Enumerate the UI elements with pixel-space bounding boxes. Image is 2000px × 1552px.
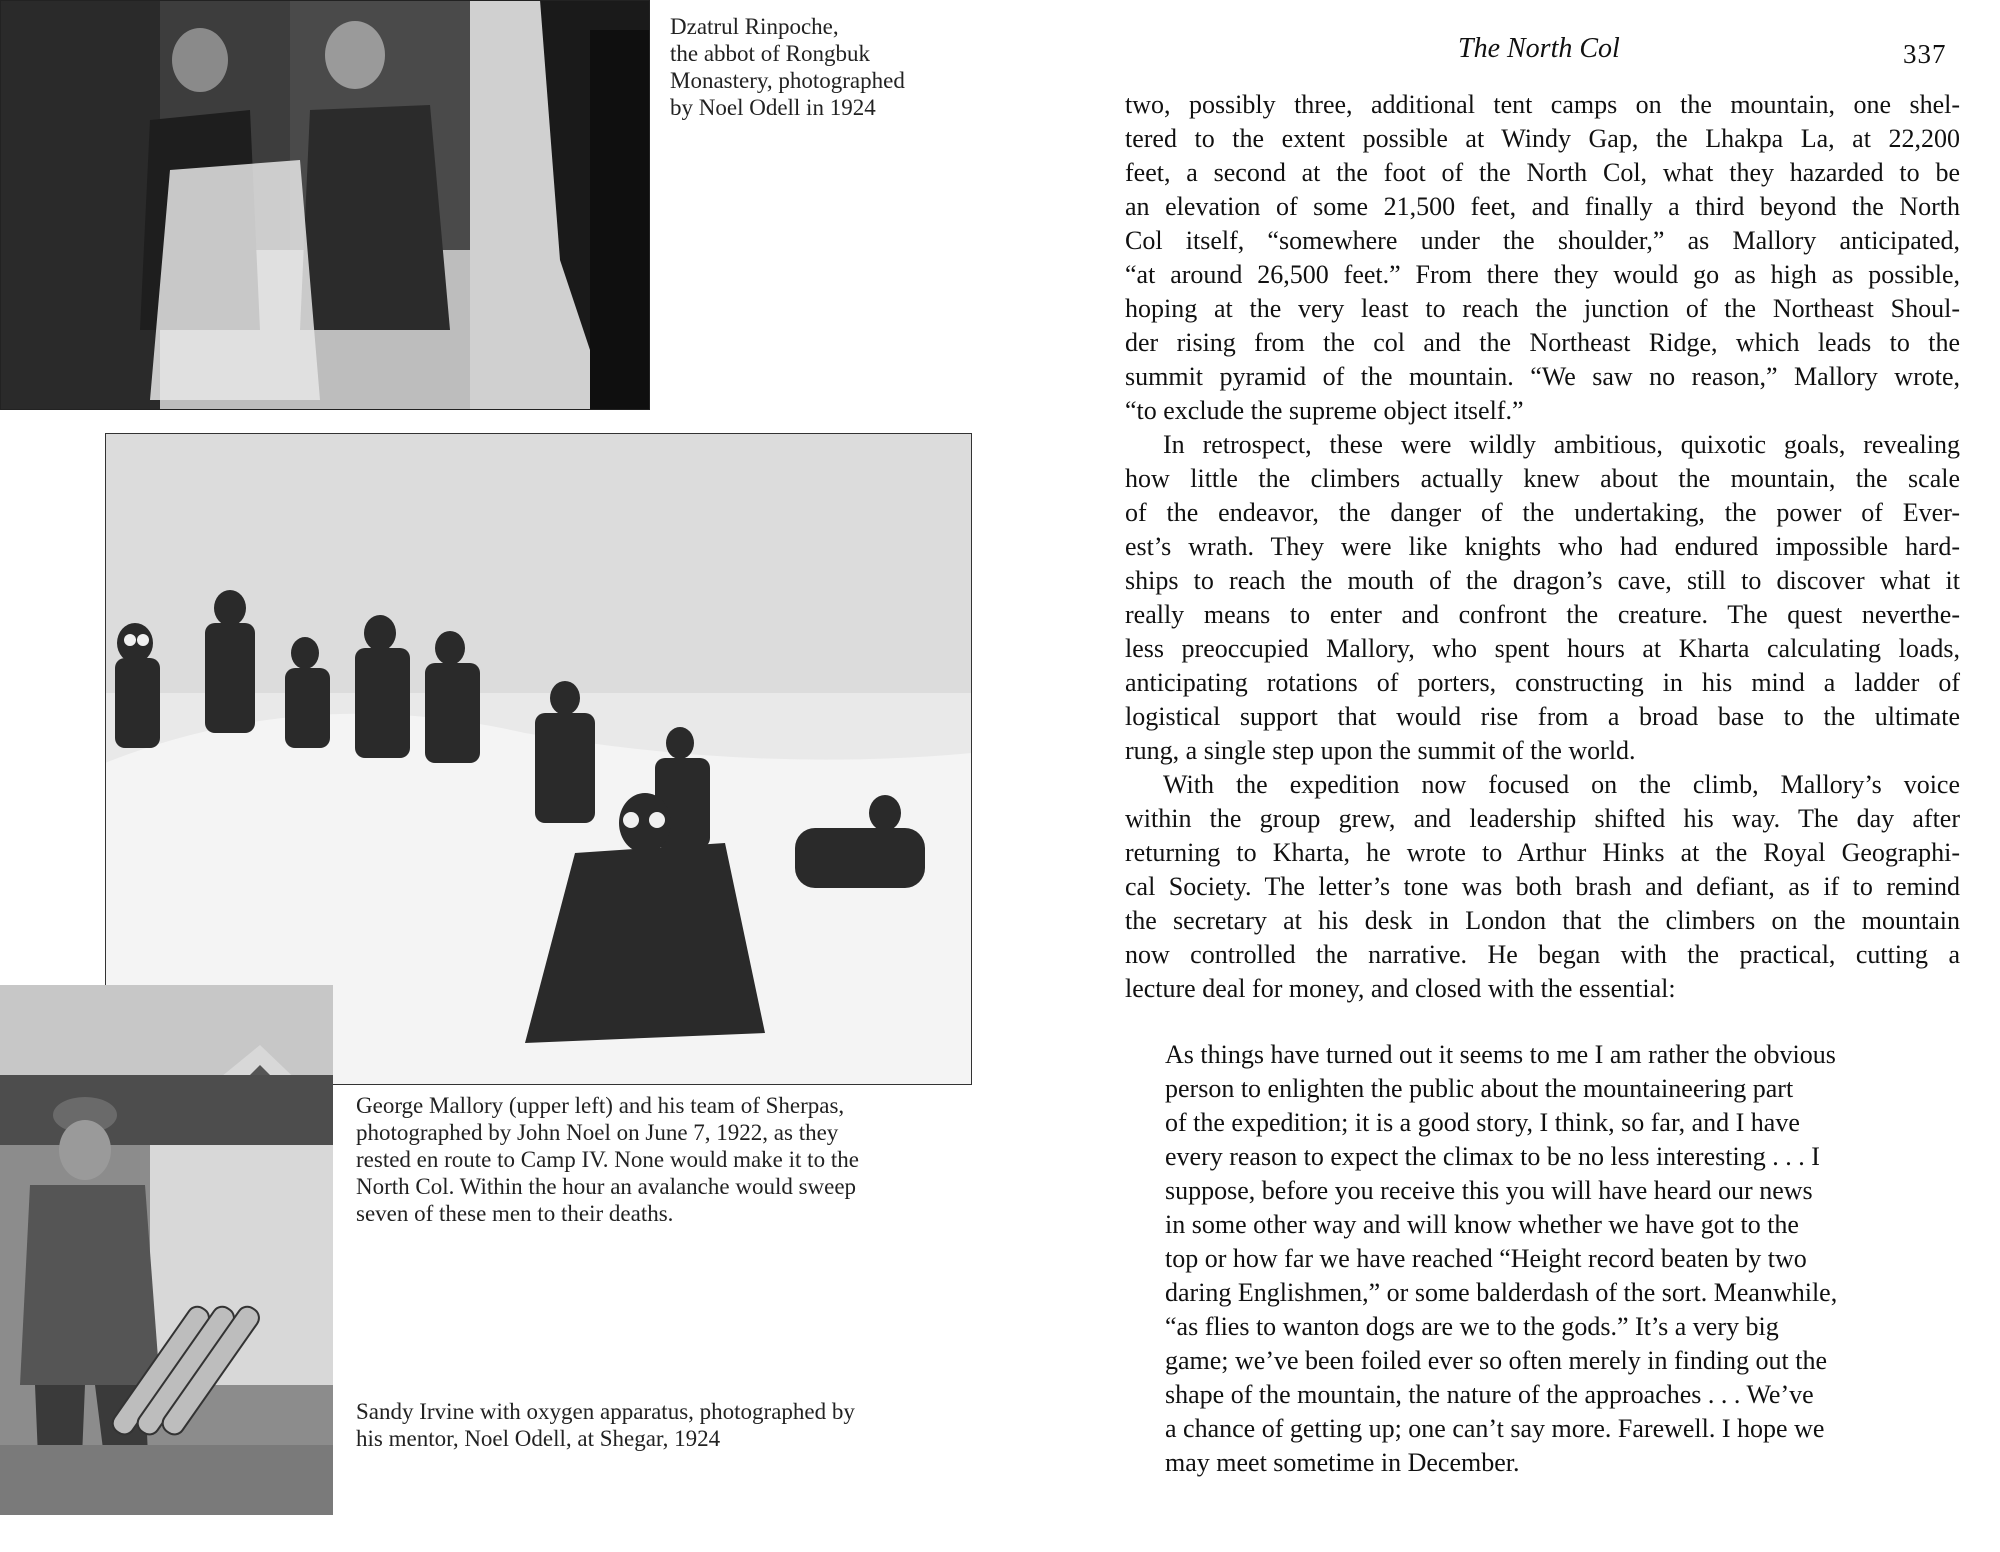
body-line: logistical support that would rise from a broad base to the ultimate [1125, 702, 1960, 731]
body-line: “at around 26,500 feet.” From there they would go as high as possible, [1125, 260, 1960, 289]
body-text [1125, 88, 1960, 1006]
body-line: Col itself, “somewhere under the shoulder,” as Mallory anticipated, [1125, 226, 1960, 255]
body-line: returning to Kharta, he wrote to Arthur Hinks at the Royal Geographi- [1125, 838, 1960, 867]
quote-line: game; we’ve been foiled ever so often merely in finding out the [1165, 1346, 1828, 1375]
caption-line: North Col. Within the hour an avalanche would sweep [356, 1174, 857, 1199]
body-line: der rising from the col and the Northeast Ridge, which leads to the [1125, 328, 1960, 357]
caption-line: the abbot of Rongbuk [670, 41, 870, 66]
body-line: an elevation of some 21,500 feet, and finally a third beyond the North [1125, 192, 1960, 221]
caption-line: his mentor, Noel Odell, at Shegar, 1924 [356, 1426, 721, 1451]
running-head: The North Col [1458, 33, 1620, 64]
quote-line: a chance of getting up; one can’t say more. Farewell. I hope we [1165, 1414, 1825, 1443]
body-line: how little the climbers actually knew about the mountain, the scale [1125, 464, 1960, 493]
body-line: within the group grew, and leadership shifted his way. The day after [1125, 804, 1960, 833]
quote-line: every reason to expect the climax to be no less interesting . . . I [1165, 1142, 1820, 1171]
body-line: ships to reach the mouth of the dragon’s cave, still to discover what it [1125, 566, 1960, 595]
caption-line: Monastery, photographed [670, 68, 905, 93]
quote-line: in some other way and will know whether we have got to the [1165, 1210, 1799, 1239]
caption-line: photographed by John Noel on June 7, 1922, as they [356, 1120, 839, 1145]
caption-line: rested en route to Camp IV. None would make it to the [356, 1147, 859, 1172]
body-line: really means to enter and confront the creature. The quest neverthe- [1125, 600, 1960, 629]
body-line: now controlled the narrative. He began with the practical, cutting a [1125, 940, 1960, 969]
body-line: tered to the extent possible at Windy Gap, the Lhakpa La, at 22,200 [1125, 124, 1960, 153]
body-line: est’s wrath. They were like knights who had endured impossible hard- [1125, 532, 1960, 561]
body-line: rung, a single step upon the summit of the world. [1125, 736, 1636, 765]
body-line: two, possibly three, additional tent camps on the mountain, one shel- [1125, 90, 1960, 119]
photo-abbot-rongbuk [0, 0, 650, 410]
block-quote [1165, 1038, 1965, 1480]
body-line: of the endeavor, the danger of the undertaking, the power of Ever- [1125, 498, 1960, 527]
quote-line: As things have turned out it seems to me I am rather the obvious [1165, 1040, 1836, 1069]
quote-line: may meet sometime in December. [1165, 1448, 1520, 1477]
quote-line: top or how far we have reached “Height record beaten by two [1165, 1244, 1807, 1273]
body-line: hoping at the very least to reach the junction of the Northeast Shoul- [1125, 294, 1960, 323]
caption-line: seven of these men to their deaths. [356, 1201, 674, 1226]
body-line: cal Society. The letter’s tone was both brash and defiant, as if to remind [1125, 872, 1960, 901]
body-line: the secretary at his desk in London that the climbers on the mountain [1125, 906, 1960, 935]
body-line: In retrospect, these were wildly ambitious, quixotic goals, revealing [1163, 430, 1960, 459]
quote-line: daring Englishmen,” or some balderdash of the sort. Meanwhile, [1165, 1278, 1838, 1307]
caption-irvine [356, 1398, 855, 1452]
body-line: feet, a second at the foot of the North Col, what they hazarded to be [1125, 158, 1960, 187]
quote-line: shape of the mountain, the nature of the approaches . . . We’ve [1165, 1380, 1814, 1409]
body-line: anticipating rotations of porters, constructing in his mind a ladder of [1125, 668, 1960, 697]
body-line: lecture deal for money, and closed with the essential: [1125, 974, 1676, 1003]
page-number: 337 [1903, 39, 1947, 69]
quote-line: of the expedition; it is a good story, I think, so far, and I have [1165, 1108, 1800, 1137]
caption-sherpas [356, 1092, 859, 1227]
caption-line: Sandy Irvine with oxygen apparatus, photographed by [356, 1399, 855, 1424]
quote-line: person to enlighten the public about the mountaineering part [1165, 1074, 1794, 1103]
caption-line: George Mallory (upper left) and his team of Sherpas, [356, 1093, 845, 1118]
caption-abbot [670, 13, 905, 121]
body-line: summit pyramid of the mountain. “We saw no reason,” Mallory wrote, [1125, 362, 1960, 391]
body-line: With the expedition now focused on the climb, Mallory’s voice [1163, 770, 1960, 799]
caption-line: Dzatrul Rinpoche, [670, 14, 839, 39]
quote-line: suppose, before you receive this you will have heard our news [1165, 1176, 1813, 1205]
quote-line: “as flies to wanton dogs are we to the gods.” It’s a very big [1165, 1312, 1779, 1341]
caption-line: by Noel Odell in 1924 [670, 95, 876, 120]
body-line: less preoccupied Mallory, who spent hours at Kharta calculating loads, [1125, 634, 1960, 663]
photo-sandy-irvine [0, 985, 333, 1515]
body-line: “to exclude the supreme object itself.” [1125, 396, 1524, 425]
